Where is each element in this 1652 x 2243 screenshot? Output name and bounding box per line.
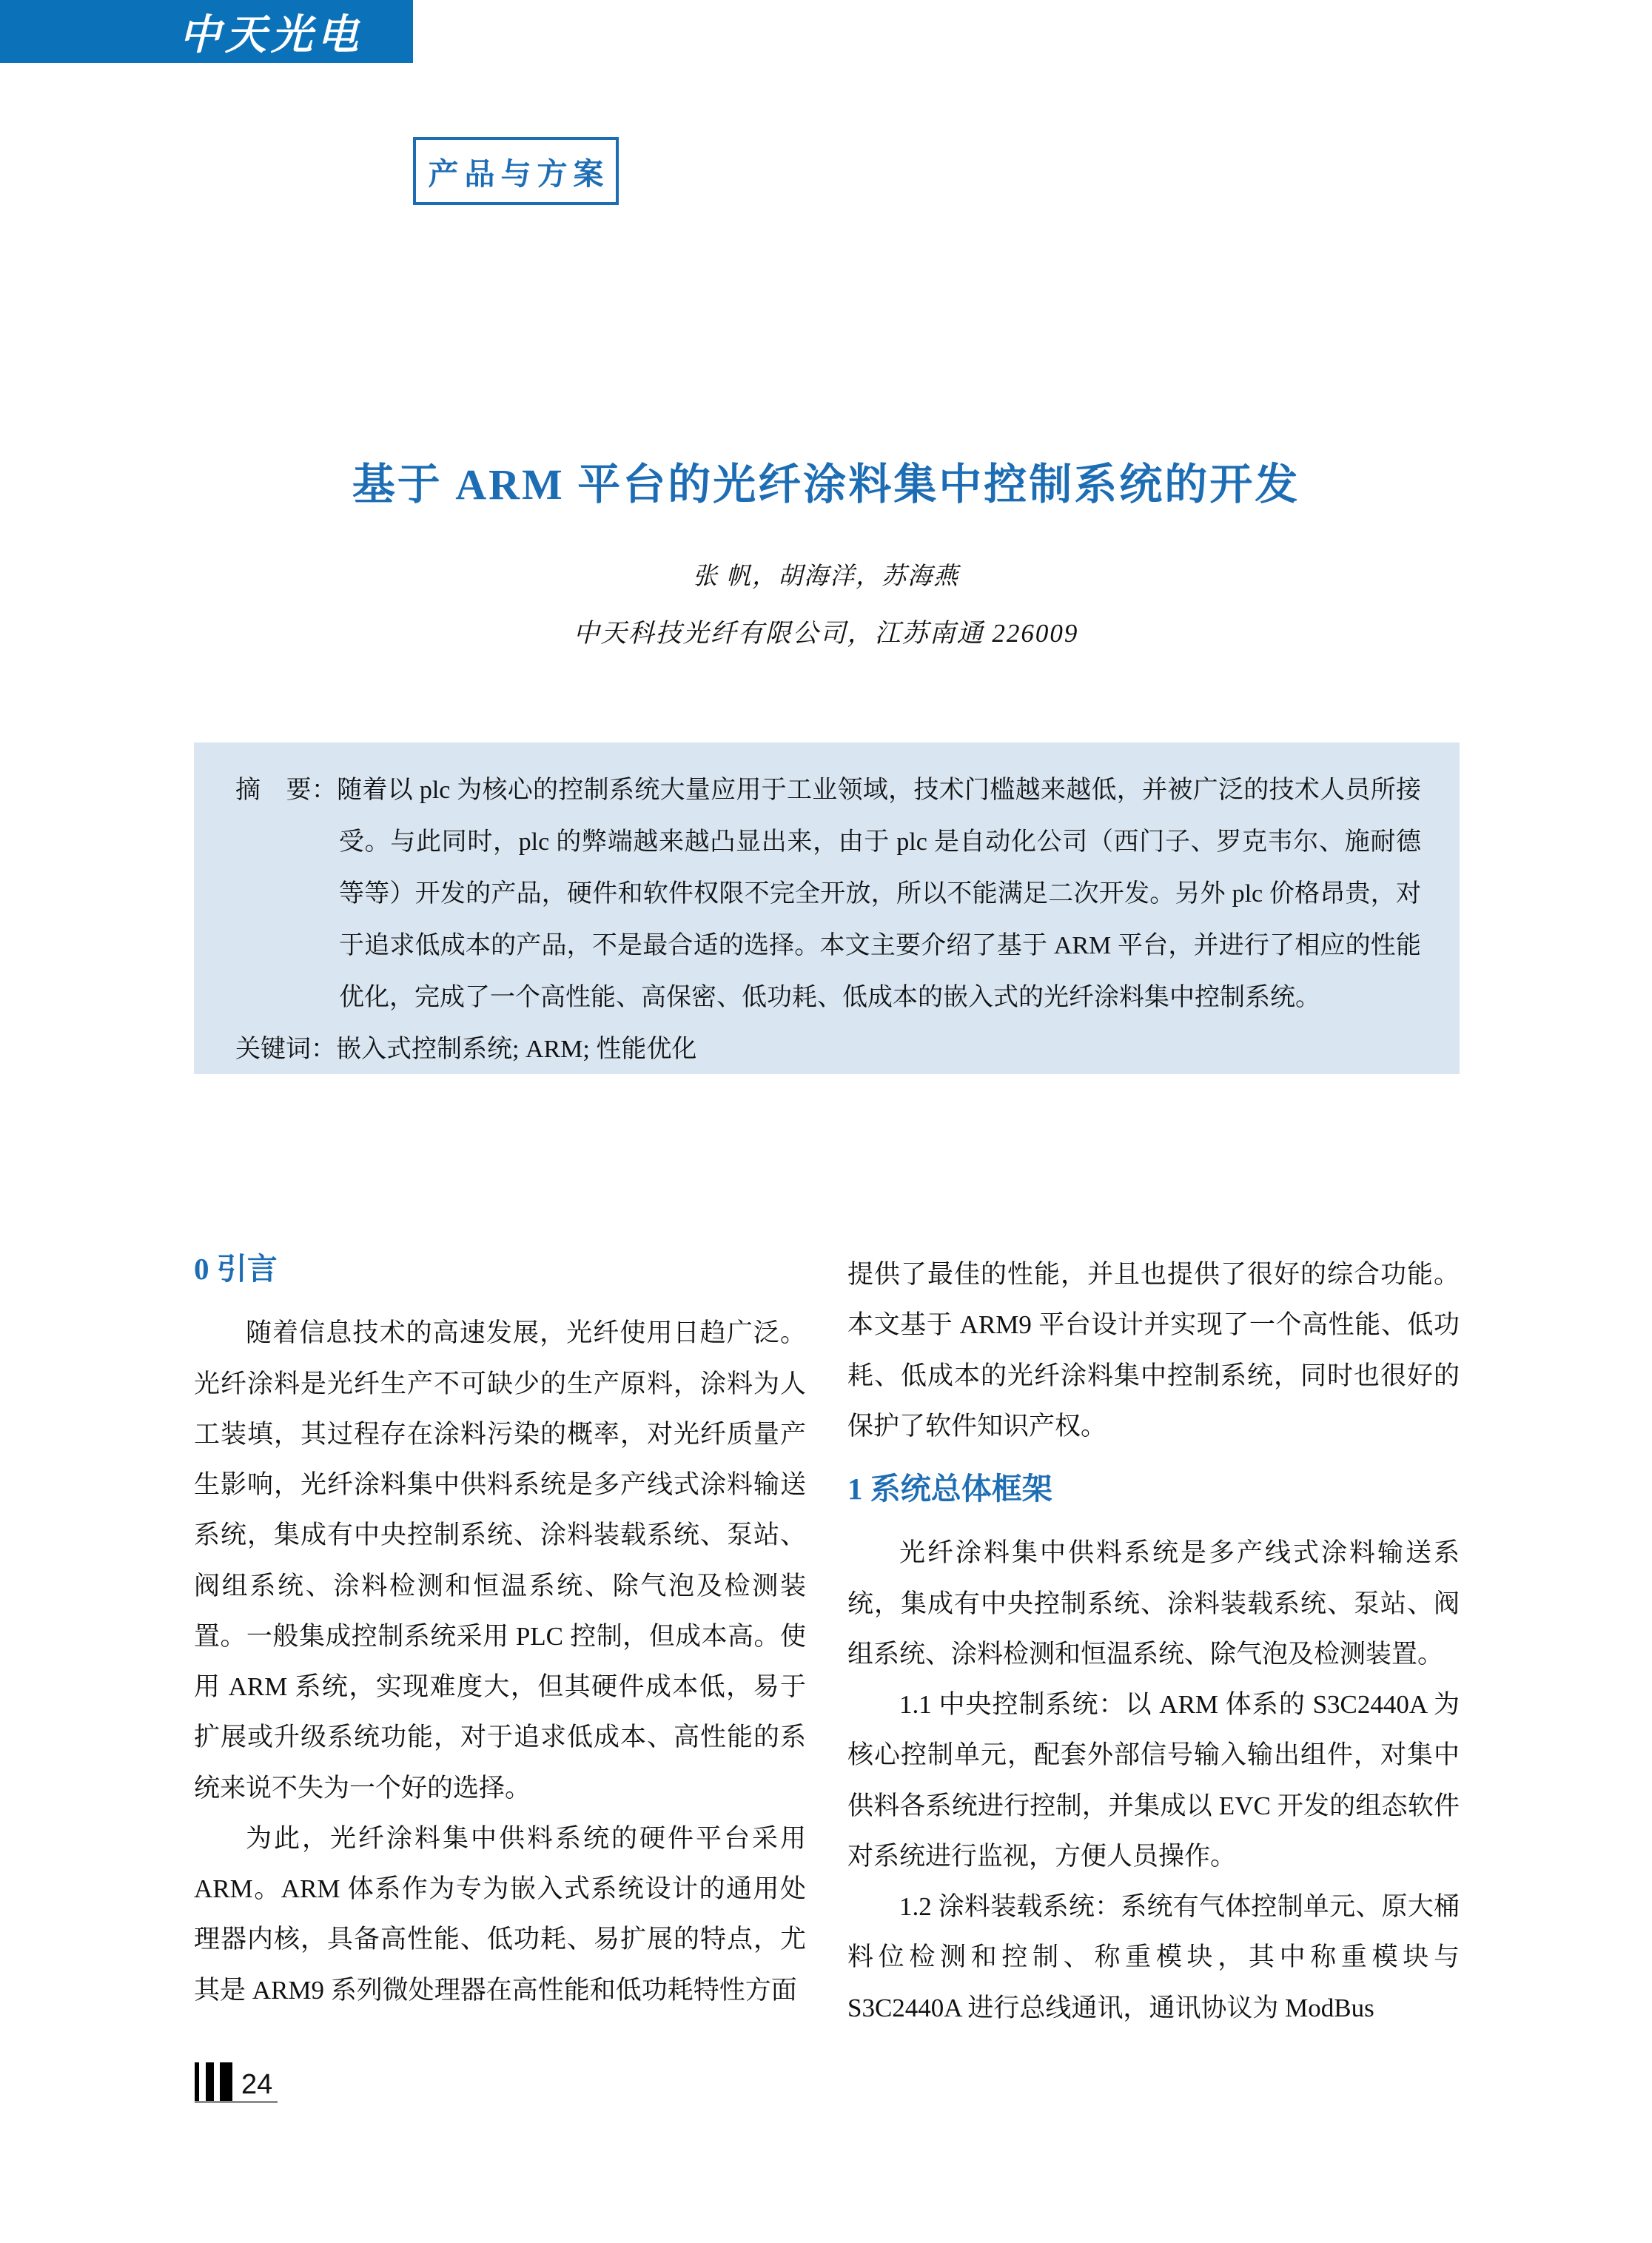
footer-bar-icon <box>195 2062 199 2101</box>
body-paragraph: 随着信息技术的高速发展，光纤使用日趋广泛。光纤涂料是光纤生产不可缺少的生产原料，涂料为人工装填，其过程存在涂料污染的概率，对光纤质量产生影响，光纤涂料集中供料系统是多产线式涂料输送系统，集成有中央控制系统、涂料装载系统、泵站、阀组系统、涂料检测和恒温系统、除气泡及检测装置。一般集成控制系统采用 PLC 控制，但成本高。使用 ARM 系统，实现难度大，但其硬件成本低，易于扩展或升级系统功能，对于追求低成本、高性能的系统来说不失为一个好的选择。 <box>194 1318 806 1803</box>
brand-logo: 中天光电 <box>179 12 363 58</box>
abstract-box <box>194 742 1460 1074</box>
keywords-label: 关键词： <box>235 1036 336 1063</box>
right-column <box>847 1250 1460 2034</box>
header-brand-bar <box>0 0 413 63</box>
section-label: 产品与方案 <box>428 156 610 191</box>
abstract-label: 摘 要： <box>235 777 338 804</box>
body-columns <box>194 1250 1460 2034</box>
article-title: 基于 ARM 平台的光纤涂料集中控制系统的开发 <box>352 460 1300 509</box>
body-paragraph: 为此，光纤涂料集中供料系统的硬件平台采用 ARM。ARM 体系作为专为嵌入式系统设计的通用处理器内核，具备高性能、低功耗、易扩展的特点，尤其是 ARM9 系列微处理器在高性能和低功耗特性方面 <box>194 1823 806 2005</box>
body-paragraph: 1.1 中央控制系统：以 ARM 体系的 S3C2440A 为核心控制单元，配套外部信号输入输出组件，对集中供料各系统进行控制，并集成以 EVC 开发的组态软件对系统进行监视，方便人员操作。 <box>847 1690 1460 1871</box>
section-heading-framework: 1 系统总体框架 <box>847 1472 1052 1506</box>
page-number-mark <box>195 2059 278 2103</box>
body-paragraph: 光纤涂料集中供料系统是多产线式涂料输送系统，集成有中央控制系统、涂料装载系统、泵站、阀组系统、涂料检测和恒温系统、除气泡及检测装置。 <box>847 1538 1460 1669</box>
keywords-line <box>235 1024 1421 1076</box>
page-footer <box>195 2059 278 2103</box>
left-column <box>194 1250 806 2034</box>
body-paragraph-continuation: 提供了最佳的性能，并且也提供了很好的综合功能。本文基于 ARM9 平台设计并实现了一个高性能、低功耗、低成本的光纤涂料集中控制系统，同时也很好的保护了软件知识产权。 <box>847 1260 1460 1441</box>
section-heading-introduction: 0 引言 <box>194 1252 278 1286</box>
affiliation-line: 中天科技光纤有限公司，江苏南通 226009 <box>573 619 1079 648</box>
keywords-text: 嵌入式控制系统; ARM; 性能优化 <box>336 1036 697 1063</box>
body-paragraph: 1.2 涂料装载系统：系统有气体控制单元、原大桶料位检测和控制、称重模块，其中称重模块与 S3C2440A 进行总线通讯，通讯协议为 ModBus <box>847 1892 1460 2022</box>
authors-line: 张 帆，胡海洋，苏海燕 <box>692 563 960 590</box>
abstract-paragraph <box>235 765 1421 1024</box>
column-section-box <box>413 137 619 205</box>
footer-bar-icon <box>220 2062 232 2101</box>
footer-bar-icon <box>206 2062 214 2101</box>
abstract-text: 随着以 plc 为核心的控制系统大量应用于工业领域，技术门槛越来越低，并被广泛的技术人员所接受。与此同时，plc 的弊端越来越凸显出来，由于 plc 是自动化公司（西门子、罗克韦尔、施耐德等等）开发的产品，硬件和软件权限不完全开放，所以不能满足二次开发。另外 plc 价格昂贵，对于追求低成本的产品，不是最合适的选择。本文主要介绍了基于 ARM 平台，并进行了相应的性能优化，完成了一个高性能、高保密、低功耗、低成本的嵌入式的光纤涂料集中控制系统。 <box>337 777 1421 1011</box>
page-number: 24 <box>241 2069 273 2100</box>
